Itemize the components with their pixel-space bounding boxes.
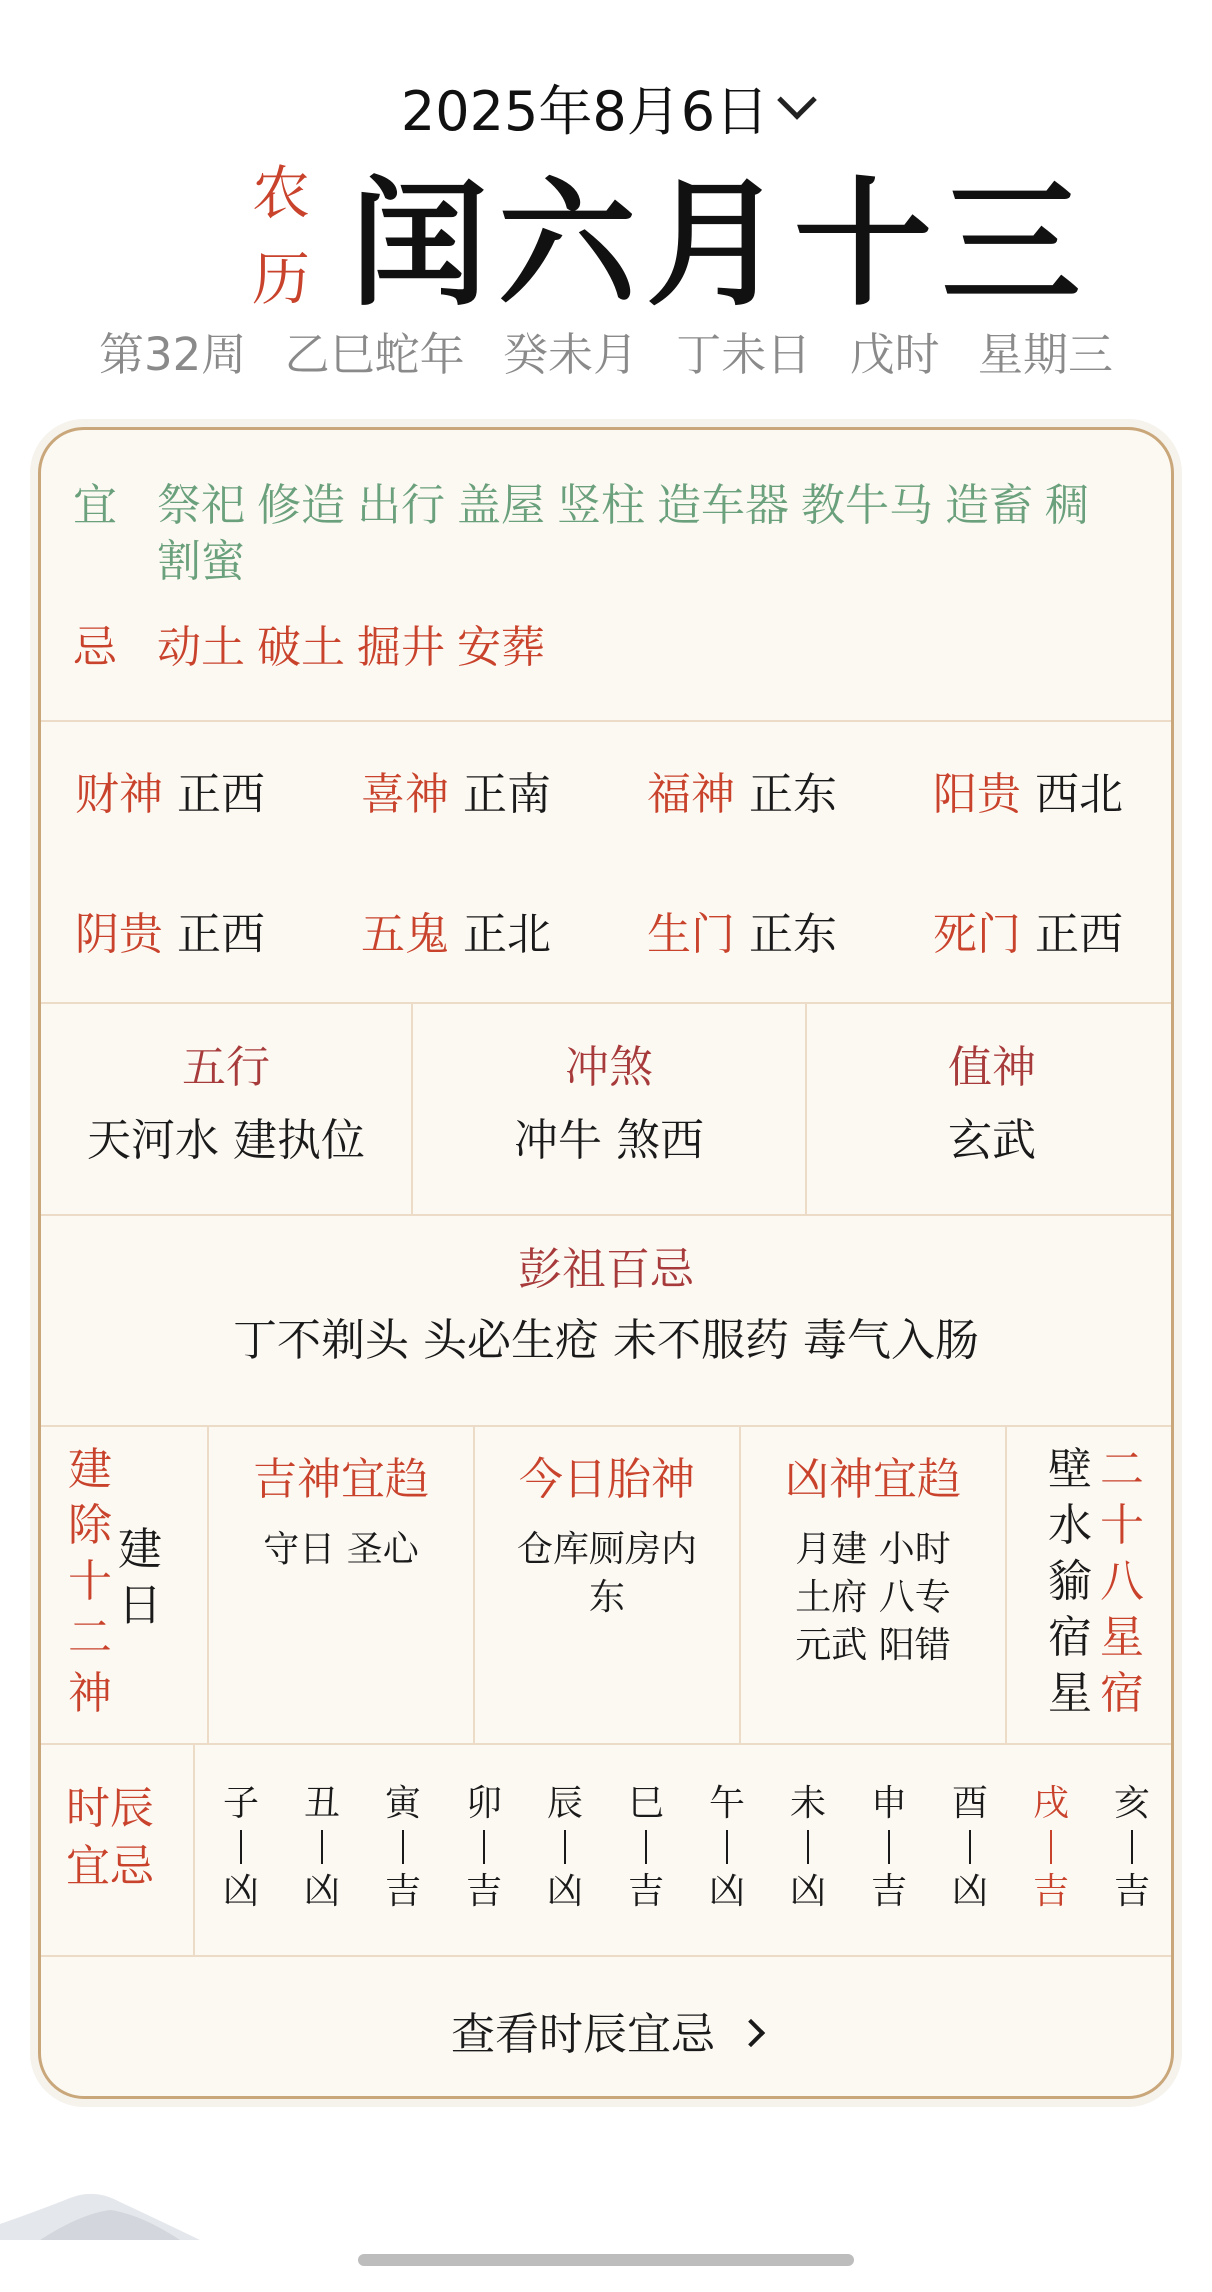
yi-label: 宜	[73, 480, 117, 531]
year-ganzhi: 乙巳蛇年	[284, 328, 465, 381]
hour-ganzhi: 戊时	[849, 328, 940, 381]
taishen-value-line: 东	[588, 1577, 625, 1618]
date-info-row	[0, 320, 1212, 390]
god-item: 死门 正西	[933, 909, 1123, 960]
ji-item: 破土	[257, 622, 345, 673]
jianchu-value: 建 日	[118, 1524, 162, 1631]
xiongshen-line: 元武 阳错	[795, 1625, 951, 1666]
solar-date[interactable]: 2025年8月6日	[400, 80, 770, 143]
divider	[41, 1214, 1171, 1216]
mountain-decoration	[0, 2180, 200, 2240]
god-item: 五鬼 正北	[361, 909, 551, 960]
yi-item: 修造	[257, 480, 345, 531]
view-hours-label[interactable]: 查看时辰宜忌	[451, 2009, 715, 2060]
yi-item: 造畜	[945, 480, 1033, 531]
view-hours-button[interactable]	[41, 2000, 1171, 2070]
taishen-title: 今日胎神	[519, 1454, 695, 1505]
month-ganzhi: 癸未月	[502, 328, 638, 381]
ji-item: 掘井	[357, 622, 445, 673]
god-item: 阴贵 正西	[75, 909, 265, 960]
jishen-title: 吉神宜趋	[253, 1454, 429, 1505]
wuxing-value: 天河水 建执位	[87, 1115, 365, 1166]
weekday: 星期三	[977, 328, 1113, 381]
ji-item: 安葬	[457, 622, 545, 673]
god-item: 喜神 正南	[361, 769, 551, 820]
day-ganzhi: 丁未日	[676, 328, 812, 381]
god-item: 福神 正东	[647, 769, 837, 820]
yi-item: 出行	[357, 480, 445, 531]
zhishen-value: 玄武	[948, 1115, 1036, 1166]
yi-item: 造车器	[657, 480, 789, 531]
hour-item: 未 凶	[789, 1783, 826, 1912]
almanac-card	[38, 427, 1174, 2099]
god-item: 生门 正东	[647, 909, 837, 960]
ji-items	[157, 620, 557, 676]
xiu-value: 壁 水 貐 宿 星	[1048, 1444, 1092, 1719]
xiongshen-line: 月建 小时	[795, 1529, 951, 1570]
divider	[41, 720, 1171, 722]
xiongshen-title: 凶神宜趋	[785, 1454, 961, 1505]
hour-item-current: 戌 吉	[1032, 1783, 1069, 1912]
taishen-value-line: 仓库厕房内	[516, 1529, 697, 1570]
pengzu-title: 彭祖百忌	[518, 1244, 694, 1295]
divider	[41, 1955, 1171, 1957]
hour-item: 子 凶	[222, 1783, 259, 1912]
yi-item: 稠	[1045, 480, 1089, 531]
hour-item: 巳 吉	[627, 1783, 664, 1912]
lunar-tag-char: 农	[251, 159, 310, 227]
wuxing-cell	[41, 1038, 411, 1172]
zhishen-cell	[807, 1038, 1174, 1172]
divider	[41, 1743, 1171, 1745]
date-selector[interactable]	[0, 74, 1212, 150]
hour-item: 辰 凶	[546, 1783, 583, 1912]
yi-item: 盖屋	[457, 480, 545, 531]
god-item: 财神 正西	[75, 769, 265, 820]
hour-item: 酉 凶	[951, 1783, 988, 1912]
yi-item: 割蜜	[157, 536, 245, 587]
zhishen-title: 值神	[948, 1042, 1036, 1093]
ji-label: 忌	[73, 622, 117, 673]
yi-items	[157, 478, 1157, 590]
week-number: 第32周	[99, 328, 247, 381]
wuxing-title: 五行	[182, 1042, 270, 1093]
hour-item: 申 吉	[870, 1783, 907, 1912]
jishen-value: 守日 圣心	[263, 1529, 419, 1570]
chongsha-cell	[413, 1038, 805, 1172]
divider	[193, 1743, 195, 1955]
divider	[41, 1002, 1171, 1004]
chongsha-value: 冲牛 煞西	[514, 1115, 704, 1166]
hours-label: 时辰 宜忌	[66, 1783, 154, 1892]
hour-item: 丑 凶	[303, 1783, 340, 1912]
hour-item: 卯 吉	[465, 1783, 502, 1912]
jianchu-title: 建 除 十 二 神	[68, 1444, 112, 1719]
xiu-title: 二 十 八 星 宿	[1100, 1444, 1144, 1719]
chongsha-title: 冲煞	[565, 1042, 653, 1093]
yi-item: 祭祀	[157, 480, 245, 531]
divider	[41, 1425, 1171, 1427]
lunar-date: 闰六月十三	[350, 164, 1091, 325]
lunar-tag	[246, 150, 316, 322]
yi-item: 竖柱	[557, 480, 645, 531]
divider	[1005, 1425, 1007, 1743]
xiongshen-line: 土府 八专	[795, 1577, 951, 1618]
ji-item: 动土	[157, 622, 245, 673]
hour-item: 寅 吉	[384, 1783, 421, 1912]
home-indicator[interactable]	[358, 2254, 854, 2266]
lunar-tag-char: 历	[251, 245, 310, 313]
hour-item: 亥 吉	[1113, 1783, 1150, 1912]
god-item: 阳贵 西北	[933, 769, 1123, 820]
chevron-right-icon[interactable]	[737, 2019, 765, 2047]
hour-item: 午 凶	[708, 1783, 745, 1912]
yi-item: 教牛马	[801, 480, 933, 531]
pengzu-text: 丁不剃头 头必生疮 未不服药 毒气入肠	[233, 1315, 979, 1366]
chevron-down-icon[interactable]	[777, 80, 817, 120]
